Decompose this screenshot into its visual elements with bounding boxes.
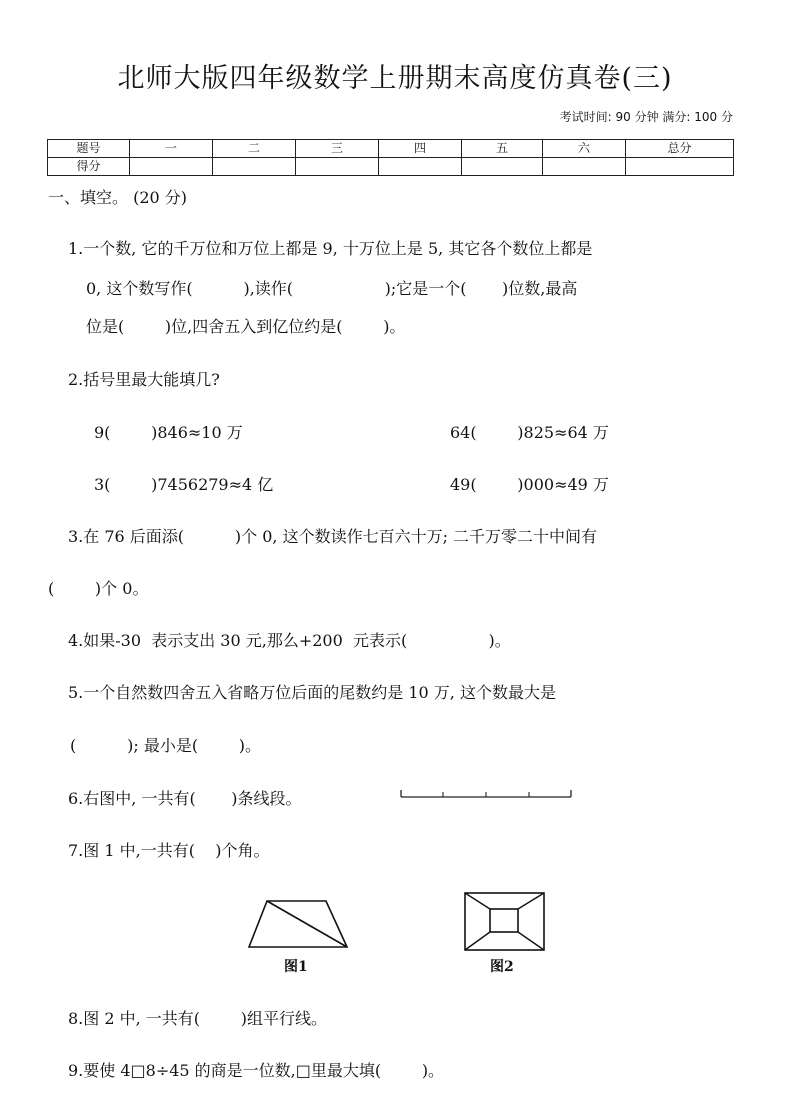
exam-info: 考试时间: 90 分钟 满分: 100 分 — [559, 110, 733, 124]
score-table-col-header: 五 — [462, 140, 543, 158]
score-cell[interactable] — [213, 158, 296, 176]
line-segment-figure — [398, 786, 574, 802]
question-7: 7.图 1 中,一共有( )个角。 — [68, 841, 270, 860]
question-2-item: 9( )846≈10 万 — [94, 423, 243, 442]
question-2-item: 3( )7456279≈4 亿 — [94, 475, 274, 494]
page-title: 北师大版四年级数学上册期末高度仿真卷(三) — [117, 63, 673, 94]
question-3-line-2: ( )个 0。 — [48, 579, 149, 598]
score-table — [47, 139, 734, 176]
question-1-line-1: 1.一个数, 它的千万位和万位上都是 9, 十万位上是 5, 其它各个数位上都是 — [68, 239, 593, 258]
question-4: 4.如果-30 表示支出 30 元,那么+200 元表示( )。 — [68, 631, 511, 650]
score-cell[interactable] — [543, 158, 626, 176]
score-table-col-header: 总分 — [626, 140, 734, 158]
question-2: 2.括号里最大能填几? — [68, 370, 220, 389]
score-table-score-row — [48, 158, 734, 176]
score-table-col-header: 四 — [379, 140, 462, 158]
score-table-col-header: 一 — [130, 140, 213, 158]
score-table-col-header: 三 — [296, 140, 379, 158]
score-cell[interactable] — [379, 158, 462, 176]
question-1-line-3: 位是( )位,四舍五入到亿位约是( )。 — [86, 317, 406, 336]
score-cell[interactable] — [296, 158, 379, 176]
question-8: 8.图 2 中, 一共有( )组平行线。 — [68, 1009, 327, 1028]
score-table-header-row — [48, 140, 734, 158]
question-1-line-2: 0, 这个数写作( ),读作( );它是一个( )位数,最高 — [86, 279, 578, 298]
trapezoid-figure — [246, 898, 352, 950]
question-5-line-2: ( ); 最小是( )。 — [70, 736, 261, 755]
figure-1-label: 图1 — [284, 959, 308, 975]
score-cell[interactable] — [462, 158, 543, 176]
question-9: 9.要使 4□8÷45 的商是一位数,□里最大填( )。 — [68, 1061, 445, 1080]
section-heading: 一、填空。 (20 分) — [48, 188, 188, 207]
score-table-col-header: 二 — [213, 140, 296, 158]
figure-2-label: 图2 — [490, 959, 514, 975]
score-table-row-header: 题号 — [48, 140, 130, 158]
question-6: 6.右图中, 一共有( )条线段。 — [68, 789, 302, 808]
score-table-row-header: 得分 — [48, 158, 130, 176]
question-2-item: 49( )000≈49 万 — [450, 475, 609, 494]
score-cell[interactable] — [626, 158, 734, 176]
rectangle-frame-figure — [463, 891, 547, 953]
score-cell[interactable] — [130, 158, 213, 176]
question-5-line-1: 5.一个自然数四舍五入省略万位后面的尾数约是 10 万, 这个数最大是 — [68, 683, 556, 702]
question-3-line-1: 3.在 76 后面添( )个 0, 这个数读作七百六十万; 二千万零二十中间有 — [68, 527, 598, 546]
score-table-col-header: 六 — [543, 140, 626, 158]
question-2-item: 64( )825≈64 万 — [450, 423, 609, 442]
